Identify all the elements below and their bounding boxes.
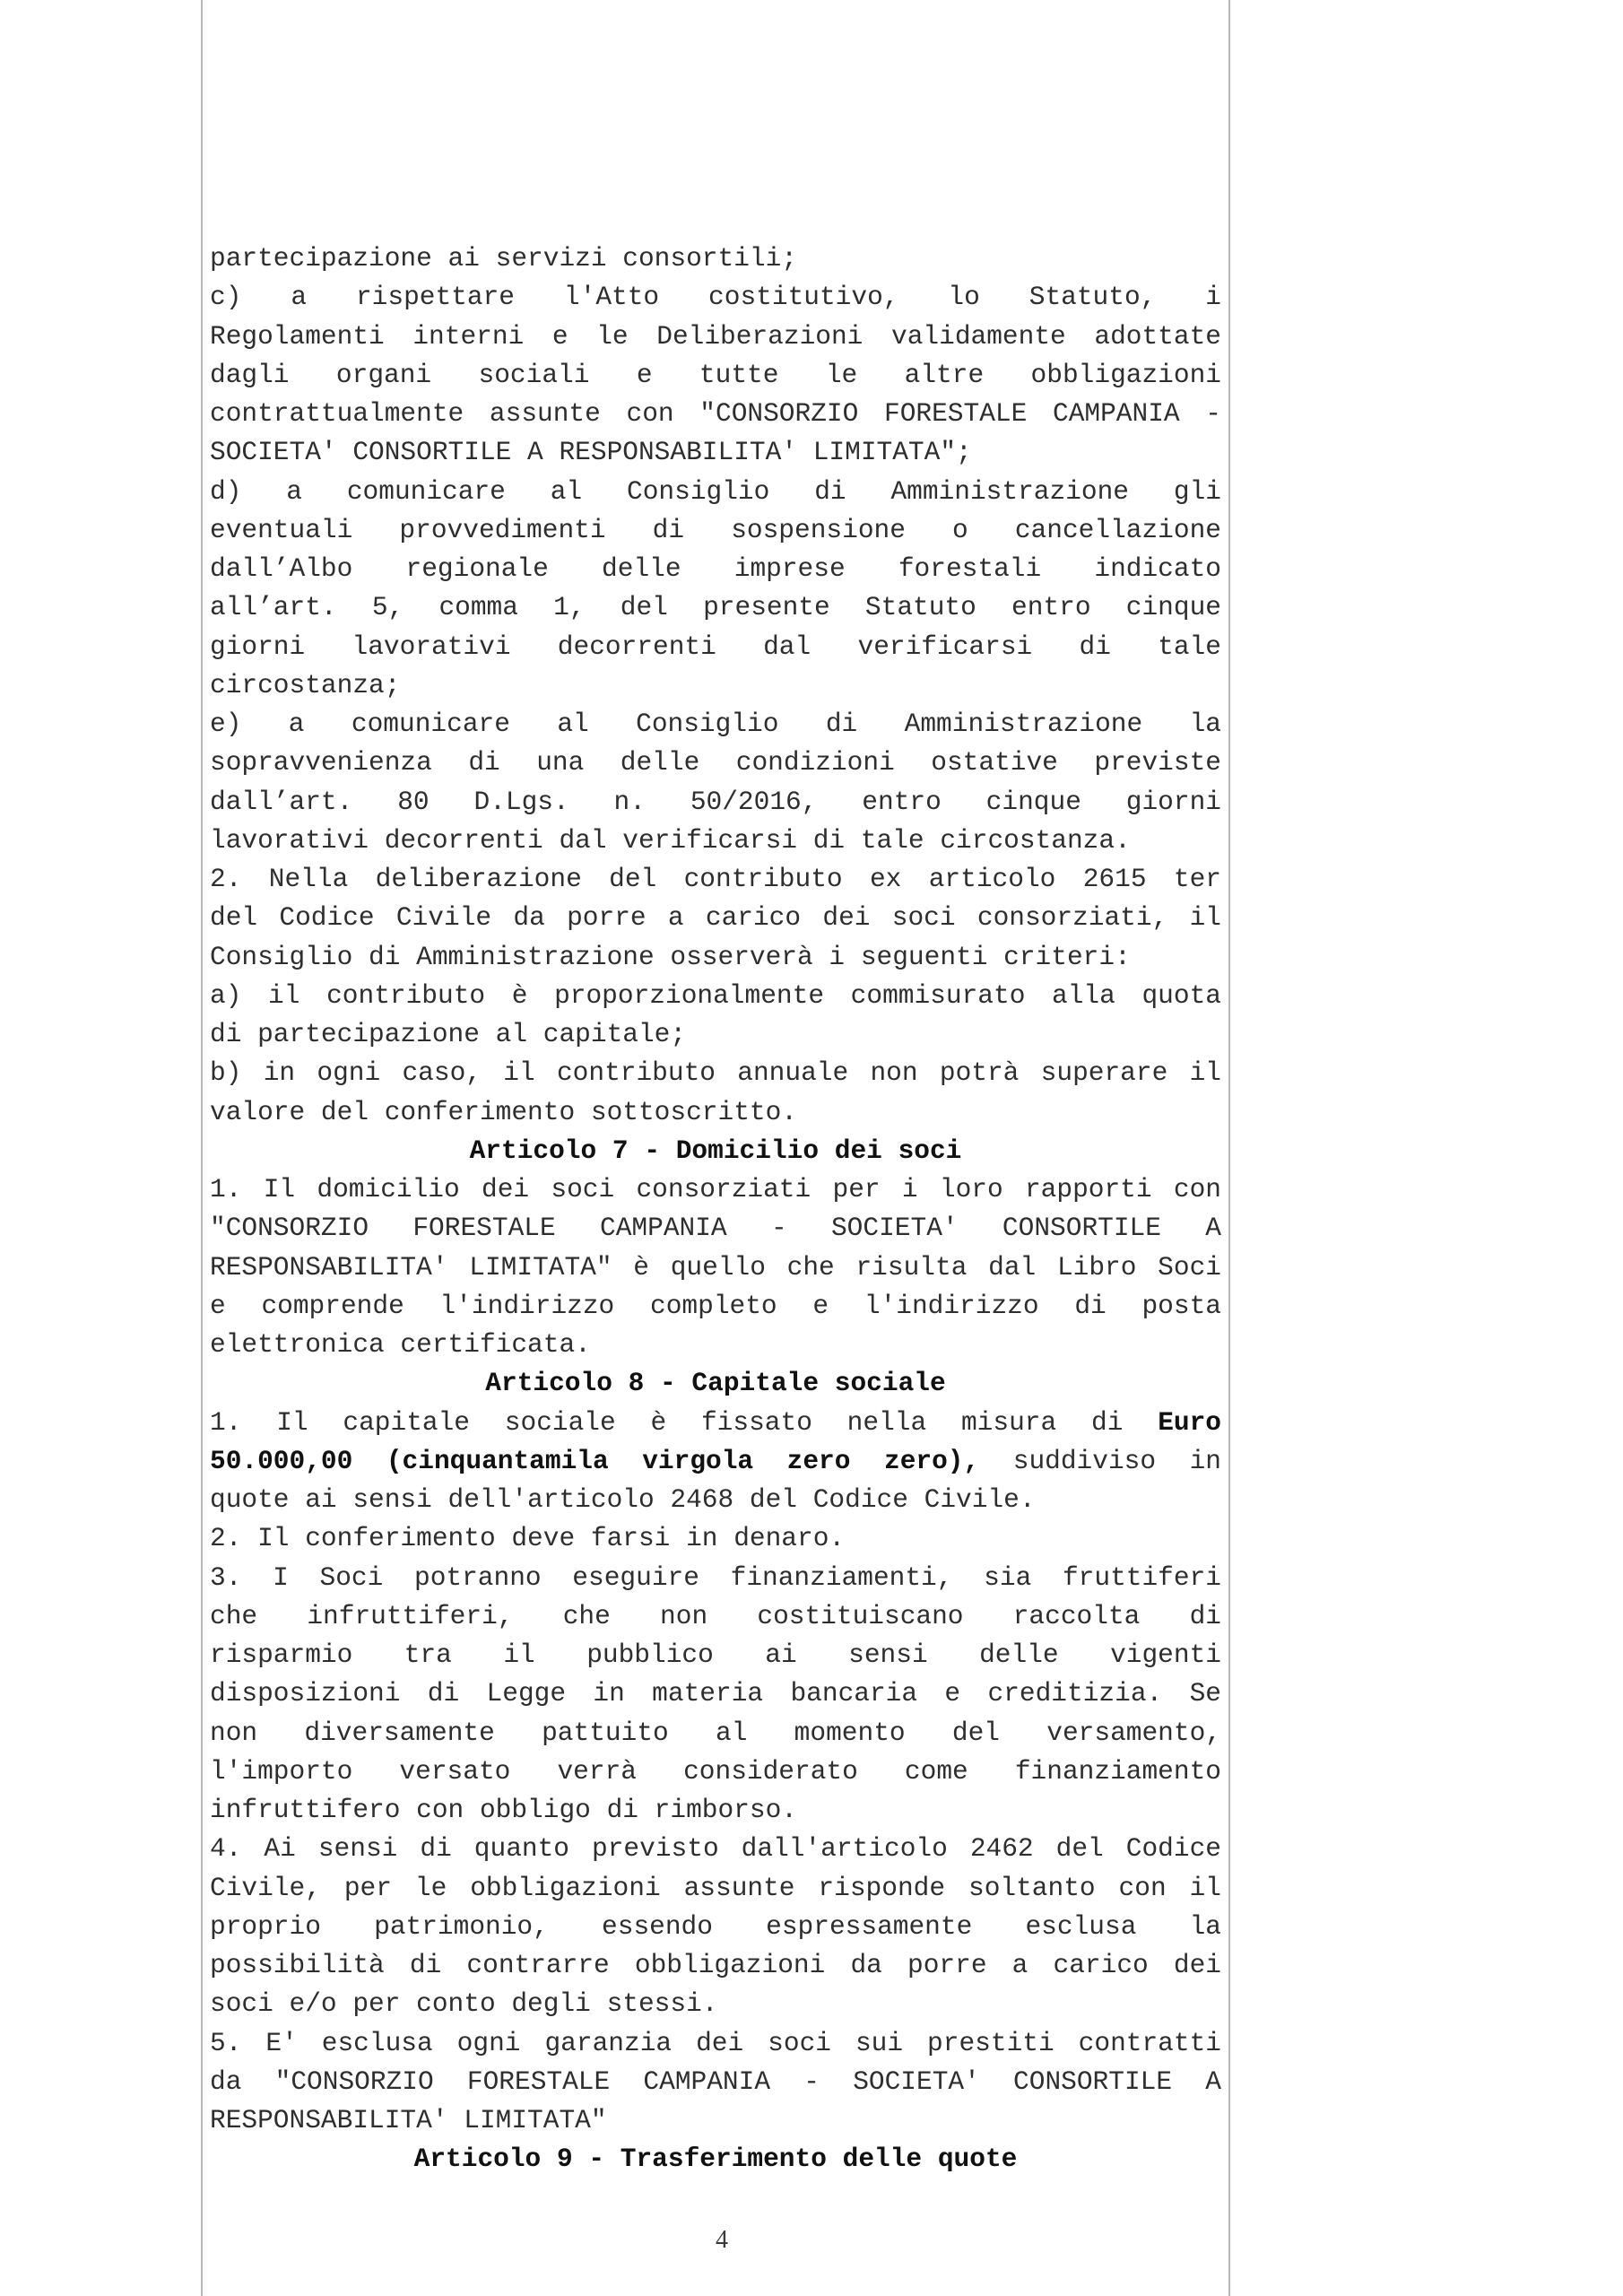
text-line: del Codice Civile da porre a carico dei soci consorziati, il (210, 902, 1221, 934)
text-line: 1. Il domicilio dei soci consorziati per i loro rapporti con (210, 1174, 1221, 1205)
text-line: soci e/o per conto degli stessi. (210, 1988, 718, 2020)
text-line: quote ai sensi dell'articolo 2468 del Codice Civile. (210, 1484, 1036, 1515)
article-8-paragraph-1-line-2 (210, 1442, 1221, 1481)
article-8-paragraph-1-line-1 (210, 1404, 1221, 1442)
article-7-heading: Articolo 7 - Domicilio dei soci (469, 1135, 962, 1166)
text-line: SOCIETA' CONSORTILE A RESPONSABILITA' LIMITATA"; (210, 437, 972, 468)
text-line: RESPONSABILITA' LIMITATA" è quello che risulta dal Libro Soci (210, 1251, 1221, 1283)
article-8-text: suddiviso in (1012, 1445, 1222, 1476)
text-line: a) il contributo è proporzionalmente commisurato alla quota (210, 979, 1221, 1011)
text-line: RESPONSABILITA' LIMITATA" (210, 2105, 607, 2135)
text-line: che infruttiferi, che non costituiscano raccolta di (210, 1600, 1221, 1631)
text-line: Civile, per le obbligazioni assunte risponde soltanto con il (210, 1872, 1221, 1903)
text-line: "CONSORZIO FORESTALE CAMPANIA - SOCIETA' CONSORTILE A (210, 1213, 1221, 1244)
left-margin-rule (201, 0, 203, 2296)
page-number: 4 (716, 2226, 728, 2254)
text-line: d) a comunicare al Consiglio di Amministrazione gli (210, 475, 1221, 507)
article-7-lines (210, 1170, 1221, 1364)
capital-amount-bold: Euro (1158, 1406, 1222, 1438)
text-line: partecipazione ai servizi consortili; (210, 243, 798, 274)
text-line: e) a comunicare al Consiglio di Amministrazione la (210, 709, 1221, 739)
text-line: valore del conferimento sottoscritto. (210, 1096, 798, 1127)
text-line: circostanza; (210, 669, 401, 700)
text-line: non diversamente pattuito al momento del versamento, (210, 1717, 1221, 1748)
text-line: possibilità di contrarre obbligazioni da porre a carico dei (210, 1950, 1221, 1980)
text-line: eventuali provvedimenti di sospensione o cancellazione (210, 514, 1221, 545)
text-line: risparmio tra il pubblico ai sensi delle vigenti (210, 1639, 1221, 1670)
intro-lines (210, 239, 1221, 1132)
text-line: di partecipazione al capitale; (210, 1019, 687, 1049)
text-line: 2. Il conferimento deve farsi in denaro. (210, 1523, 846, 1554)
document-body (210, 239, 1221, 2179)
text-line: proprio patrimonio, essendo espressamente esclusa la (210, 1910, 1221, 1942)
text-line: dall’Albo regionale delle imprese forestali indicato (210, 553, 1221, 584)
text-line: contrattualmente assunte con "CONSORZIO FORESTALE CAMPANIA - (210, 398, 1221, 429)
text-line: 3. I Soci potranno eseguire finanziamenti, sia fruttiferi (210, 1561, 1221, 1593)
text-line: elettronica certificata. (210, 1329, 591, 1360)
text-line: Regolamenti interni e le Deliberazioni validamente adottate (210, 320, 1221, 352)
article-9-heading: Articolo 9 - Trasferimento delle quote (413, 2144, 1018, 2175)
text-line: Consiglio di Amministrazione osserverà i seguenti criteri: (210, 941, 1131, 972)
text-line: da "CONSORZIO FORESTALE CAMPANIA - SOCIETA' CONSORTILE A (210, 2066, 1221, 2097)
text-line: 2. Nella deliberazione del contributo ex articolo 2615 ter (210, 864, 1221, 894)
text-line: dall’art. 80 D.Lgs. n. 50/2016, entro cinque giorni (210, 786, 1221, 817)
text-line: all’art. 5, comma 1, del presente Statuto entro cinque (210, 592, 1221, 623)
text-line: dagli organi sociali e tutte le altre obbligazioni (210, 359, 1221, 390)
text-line: sopravvenienza di una delle condizioni ostative previste (210, 747, 1221, 778)
text-line: giorni lavorativi decorrenti dal verificarsi di tale (210, 631, 1221, 662)
right-margin-rule (1228, 0, 1230, 2296)
article-8-heading: Articolo 8 - Capitale sociale (485, 1368, 946, 1399)
text-line: l'importo versato verrà considerato come finanziamento (210, 1755, 1221, 1787)
text-line: b) in ogni caso, il contributo annuale non potrà superare il (210, 1057, 1221, 1089)
article-8-lines (210, 1481, 1221, 2140)
text-line: e comprende l'indirizzo completo e l'indirizzo di posta (210, 1290, 1221, 1321)
text-line: disposizioni di Legge in materia bancaria e creditizia. Se (210, 1678, 1221, 1709)
capital-amount-bold: 50.000,00 (cinquantamila virgola zero zero), (210, 1445, 980, 1476)
text-line: 4. Ai sensi di quanto previsto dall'articolo 2462 del Codice (210, 1833, 1221, 1865)
text-line: 5. E' esclusa ogni garanzia dei soci sui prestiti contratti (210, 2027, 1221, 2058)
text-line: lavorativi decorrenti dal verificarsi di tale circostanza. (210, 824, 1131, 856)
text-line: c) a rispettare l'Atto costitutivo, lo Statuto, i (210, 282, 1221, 313)
article-8-text: 1. Il capitale sociale è fissato nella misura di (210, 1406, 1124, 1438)
text-line: infruttifero con obbligo di rimborso. (210, 1795, 798, 1825)
